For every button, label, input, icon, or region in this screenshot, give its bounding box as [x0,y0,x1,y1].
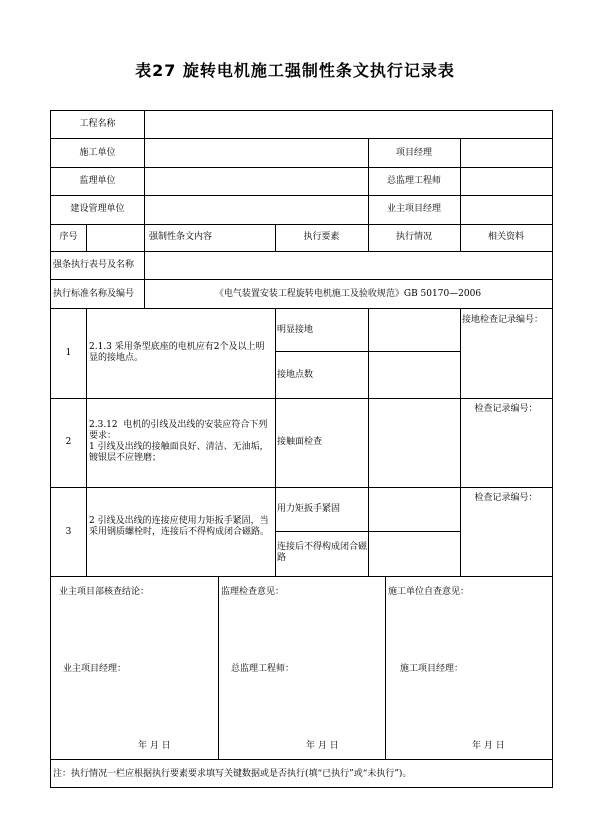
supervisor-sign: 总监理工程师： [231,664,295,674]
contractor-pm-sign: 施工项目经理： [400,664,464,674]
label-chief-supervisor: 总监理工程师 [386,176,441,186]
row1-req2: 接地点数 [277,370,314,380]
row1-seq: 1 [65,348,72,358]
row3-material: 检查记录编号： [474,493,538,503]
record-table [50,110,553,788]
label-owner-pm: 业主项目经理 [386,204,441,214]
owner-conclusion-title: 业主项目部核查结论： [59,587,150,597]
label-construction-unit: 施工单位 [79,148,116,158]
row2-req1: 接触面检查 [277,437,323,447]
label-project-name: 工程名称 [79,119,116,129]
owner-date: 年 月 日 [138,741,171,751]
supervisor-date: 年 月 日 [306,741,339,751]
contractor-opinion-title: 施工单位自查意见： [388,587,470,597]
col-content: 强制性条文内容 [148,232,212,242]
standard-value: 《电气装置安装工程旋转电机施工及验收规范》GB 50170—2006 [214,289,482,299]
row3-req2: 连接后不得构成闭合磁路 [277,542,368,563]
label-standard-code: 执行标准名称及编号 [53,289,135,299]
row1-material: 接地检查记录编号： [462,315,544,325]
page-title: 表27 旋转电机施工强制性条文执行记录表 [135,61,455,80]
row3-seq: 3 [65,527,72,537]
label-project-manager: 项目经理 [395,148,432,158]
label-owner-unit: 建设管理单位 [70,204,125,214]
row3-req1: 用力矩扳手紧固 [277,504,341,514]
col-materials: 相关资料 [487,232,524,242]
row1-req1: 明显接地 [277,325,314,335]
row2-seq: 2 [65,437,72,447]
contractor-date: 年 月 日 [472,741,505,751]
footer-note: 注：执行情况一栏应根据执行要素要求填写关键数据或是否执行(填“已执行”或“未执行”)。 [53,769,412,779]
row2-content: 2.3.12 电机的引线及出线的安装应符合下列要求： 1 引线及出线的接触面良好、清洁、无油垢，镀银层不应锉磨； [89,420,269,463]
row1-content: 2.1.3 采用条型底座的电机应有2个及以上明显的接地点。 [89,342,265,363]
row2-material: 检查记录编号： [474,404,538,414]
row3-content: 2 引线及出线的连接应使用力矩扳手紧固，当采用钢质螺栓时，连接后不得构成闭合磁路。 [89,516,270,537]
label-supervision-unit: 监理单位 [79,176,116,186]
supervisor-opinion-title: 监理检查意见： [221,587,285,597]
owner-pm-sign: 业主项目经理： [63,664,127,674]
col-status: 执行情况 [395,232,432,242]
col-seq: 序号 [59,232,78,242]
col-requirement: 执行要素 [303,232,340,242]
label-standard-name: 强条执行表号及名称 [53,260,135,270]
